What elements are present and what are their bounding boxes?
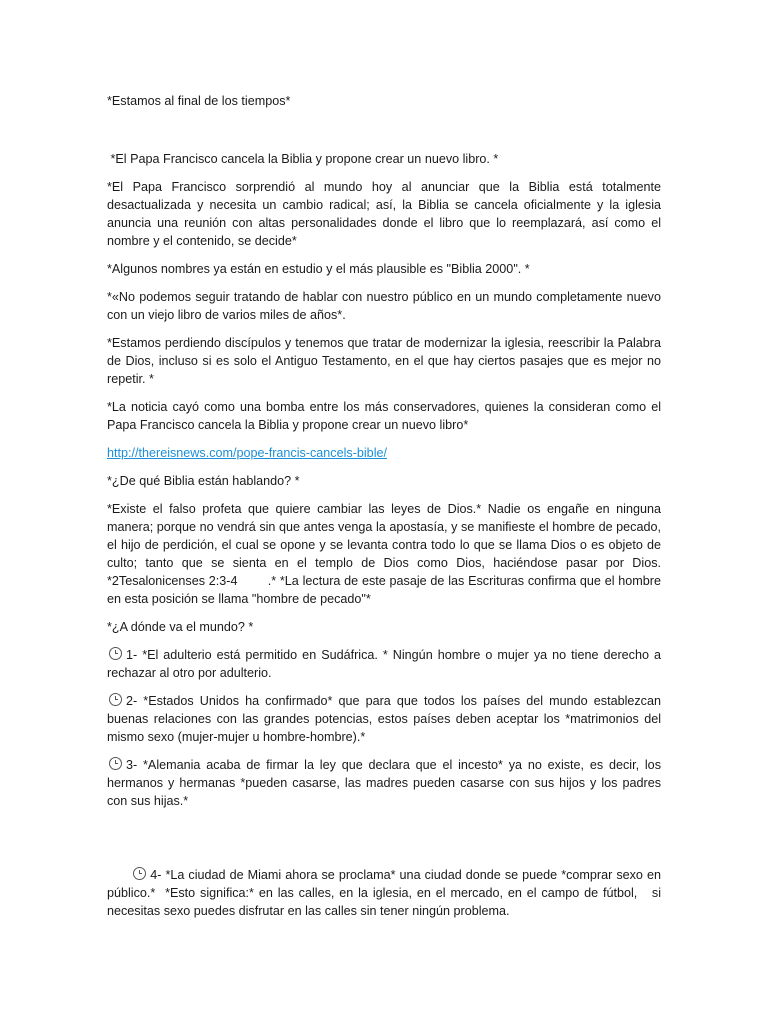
clock-icon: [133, 867, 146, 880]
list-item-text: 2- *Estados Unidos ha confirmado* que para que todos los países del mundo establezcan buenas relaciones con las grandes potencias, estos países deben aceptar los *matrimonios del mismo sexo (mujer-mujer u hombre-hombre).*: [107, 694, 661, 744]
paragraph-disciples: *Estamos perdiendo discípulos y tenemos que tratar de modernizar la iglesia, reescribir la Palabra de Dios, incluso si es solo el Antiguo Testamento, en el que hay ciertos pasajes que es mejor no repetir. *: [107, 336, 661, 386]
source-link[interactable]: http://thereisnews.com/pope-francis-cancels-bible/: [107, 446, 387, 460]
paragraph-false-prophet: *Existe el falso profeta que quiere cambiar las leyes de Dios.* Nadie os engañe en ninguna manera; porque no vendrá sin que antes venga la apostasía, y se manifieste el hombre de pecado, el hijo de perdición, el cual se opone y se levanta contra todo lo que se llama Dios o es objeto de culto; tanto que se sienta en el templo de Dios como Dios, haciéndose pasar por Dios. *2Tesalonicenses 2:3-4 .* *La lectura de este pasaje de las Escrituras confirma que el hombre en esta posición se llama "hombre de pecado"*: [107, 502, 665, 606]
clock-icon: [109, 647, 122, 660]
clock-icon: [109, 757, 122, 770]
headline: *El Papa Francisco cancela la Biblia y propone crear un nuevo libro. *: [107, 152, 499, 166]
list-item-text: 4- *La ciudad de Miami ahora se proclama* una ciudad donde se puede *comprar sexo en público.* *Esto significa:* en las calles, en la iglesia, en el mercado, en el campo de fútbol, si necesitas sexo puedes disfrutar en las calles sin tener ningún problema.: [107, 868, 665, 918]
clock-icon: [109, 693, 122, 706]
paragraph-names: *Algunos nombres ya están en estudio y el más plausible es "Biblia 2000". *: [107, 262, 530, 276]
question-which-bible: *¿De qué Biblia están hablando? *: [107, 474, 300, 488]
list-item: [107, 646, 661, 682]
list-item: [107, 692, 661, 746]
paragraph-announcement: *El Papa Francisco sorprendió al mundo hoy al anunciar que la Biblia está totalmente desactualizada y necesita un cambio radical; así, la Biblia se cancela oficialmente y la iglesia anuncia una reunión con altas personalidades donde el libro que lo reemplazará, así como el nombre y el contenido, se decide*: [107, 180, 661, 248]
list-item: [107, 848, 665, 938]
list-item-text: 3- *Alemania acaba de firmar la ley que declara que el incesto* ya no existe, es decir, los hermanos y hermanas *pueden casarse, las madres pueden casarse con sus hijos y los padres con sus hijas.*: [107, 758, 661, 808]
paragraph-reaction: *La noticia cayó como una bomba entre los más conservadores, quienes la consideran como el Papa Francisco cancela la Biblia y propone crear un nuevo libro*: [107, 400, 661, 432]
paragraph-quote: *«No podemos seguir tratando de hablar con nuestro público en un mundo completamente nuevo con un viejo libro de varios miles de años*.: [107, 290, 661, 322]
document-title: *Estamos al final de los tiempos*: [107, 94, 291, 108]
list-item: [107, 756, 661, 810]
document-body: [107, 92, 665, 938]
question-where-world: *¿A dónde va el mundo? *: [107, 620, 254, 634]
link-paragraph: [107, 444, 661, 462]
list-item-text: 1- *El adulterio está permitido en Sudáfrica. * Ningún hombre o mujer ya no tiene derecho a rechazar al otro por adulterio.: [107, 648, 661, 680]
